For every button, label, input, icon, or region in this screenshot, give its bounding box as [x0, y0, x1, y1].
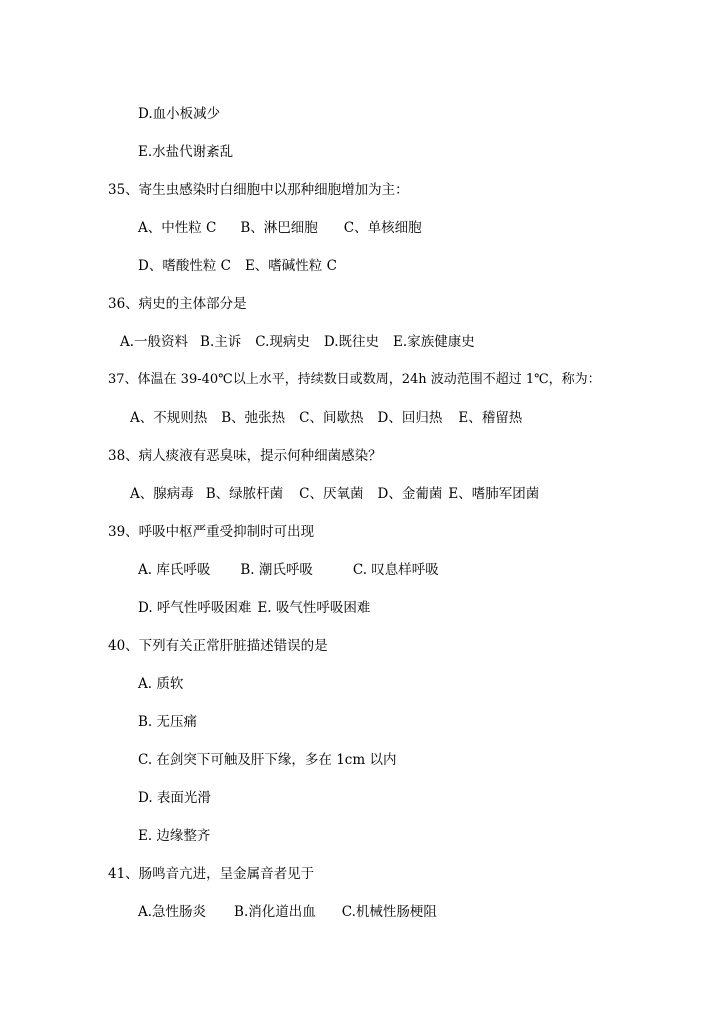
option-text: D. 呼气性呼吸困难 — [138, 600, 252, 616]
option-text: C、厌氧菌 — [299, 486, 364, 502]
question-text: 41、肠鸣音亢进，呈金属音者见于 — [108, 866, 315, 882]
option-text: E、稽留热 — [458, 410, 523, 426]
option-text: A.急性肠炎 — [138, 904, 207, 920]
option-text: B. 潮氏呼吸 — [240, 562, 313, 578]
option-line — [130, 485, 539, 503]
option-text: C.现病史 — [255, 334, 310, 350]
option-text: A、中性粒 C — [138, 220, 217, 236]
option-text: A、腺病毒 — [130, 486, 194, 502]
option-text: C.机械性肠梗阻 — [341, 904, 437, 920]
option-line — [138, 713, 197, 731]
option-text: A.一般资料 — [120, 334, 189, 350]
option-text: B.主诉 — [200, 334, 242, 350]
question-text: 35、寄生虫感染时白细胞中以那种细胞增加为主： — [108, 182, 409, 198]
option-text: D、回归热 — [377, 410, 443, 426]
option-text: A、不规则热 — [130, 410, 208, 426]
option-text: E.水盐代谢紊乱 — [138, 144, 234, 160]
option-text: B、绿脓杆菌 — [205, 486, 284, 502]
option-line — [138, 789, 211, 807]
option-text: A. 库氏呼吸 — [138, 562, 211, 578]
option-line — [138, 257, 337, 275]
question-text: 38、病人痰液有恶臭味，提示何种细菌感染？ — [108, 448, 382, 464]
option-line — [138, 827, 210, 845]
question-line — [108, 523, 314, 541]
option-line — [138, 219, 422, 237]
option-line — [138, 105, 220, 123]
option-line — [138, 675, 183, 693]
option-text: D. 表面光滑 — [138, 790, 211, 806]
option-line — [138, 751, 396, 769]
question-line — [108, 181, 409, 199]
question-line — [108, 865, 314, 883]
option-text: C. 在剑突下可触及肝下缘，多在 1cm 以内 — [138, 752, 397, 768]
question-text: 37、体温在 39-40℃以上水平，持续数日或数周，24h 波动范围不超过 1℃，称为： — [108, 372, 601, 387]
option-text: E、嗜肺军团菌 — [448, 486, 540, 502]
option-line — [120, 333, 475, 351]
option-text: E.家族健康史 — [393, 334, 475, 350]
option-text: D.血小板减少 — [138, 106, 221, 122]
option-text: B. 无压痛 — [138, 714, 198, 730]
option-text: C. 叹息样呼吸 — [352, 562, 439, 578]
option-line — [130, 409, 522, 427]
option-text: D、嗜酸性粒 C — [138, 258, 231, 274]
question-line — [108, 295, 247, 313]
option-line — [138, 561, 439, 579]
option-text: E. 边缘整齐 — [138, 828, 211, 844]
question-line — [108, 637, 328, 655]
option-text: C、间歇热 — [299, 410, 364, 426]
option-text: E. 吸气性呼吸困难 — [257, 600, 371, 616]
option-text: B.消化道出血 — [234, 904, 316, 920]
option-line — [138, 143, 233, 161]
question-text: 39、呼吸中枢严重受抑制时可出现 — [108, 524, 315, 540]
option-text: D.既往史 — [323, 334, 380, 350]
option-line — [138, 599, 370, 617]
option-text: B、淋巴细胞 — [240, 220, 318, 236]
option-text: D、金葡菌 — [377, 486, 443, 502]
question-line — [108, 447, 382, 465]
option-text: A. 质软 — [138, 676, 184, 692]
question-line — [108, 371, 601, 389]
question-text: 40、下列有关正常肝脏描述错误的是 — [108, 638, 328, 654]
option-line — [138, 903, 437, 921]
option-text: B、弛张热 — [221, 410, 286, 426]
option-text: E、嗜碱性粒 C — [244, 258, 337, 274]
question-text: 36、病史的主体部分是 — [108, 296, 247, 312]
option-text: C、单核细胞 — [343, 220, 422, 236]
